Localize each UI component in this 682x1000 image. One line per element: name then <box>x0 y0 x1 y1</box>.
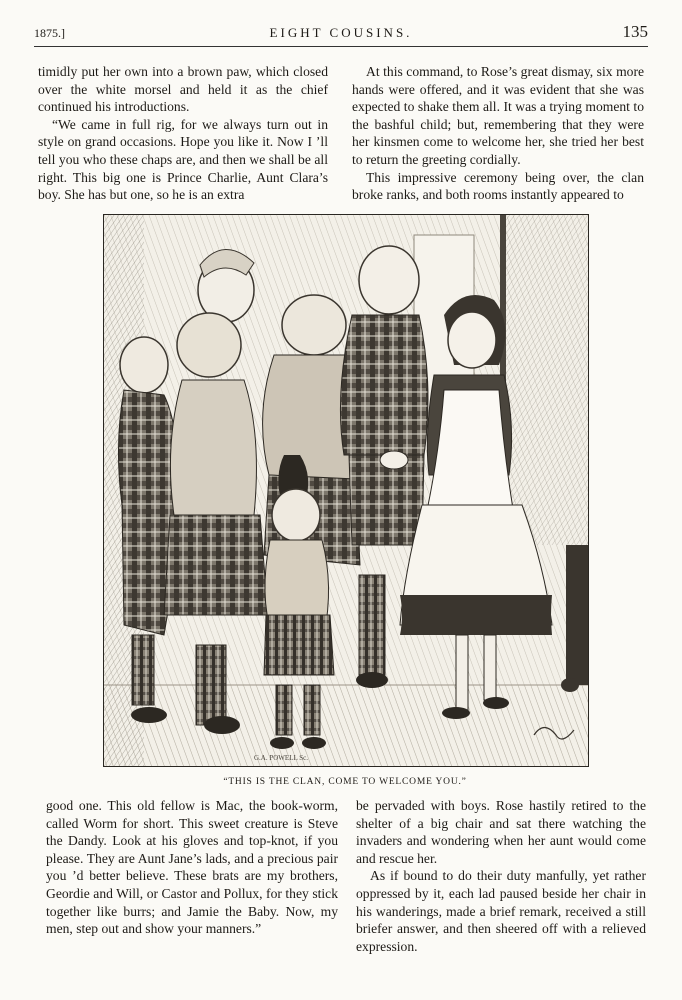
text-column-bottom-left <box>46 797 338 938</box>
header-rule <box>34 46 648 47</box>
text-column-top-right <box>352 63 644 204</box>
paragraph: “We came in full rig, for we always turn out in style on grand occasions. Hope you like it. Now I ’ll tell you who these chaps are, and then we shall be all right. This big one is Prince Charlie, Aunt Clara’s boy. She has but one, so he is an extra <box>38 116 328 203</box>
paragraph: At this command, to Rose’s great dismay, six more hands were offered, and it was evident that she was expected to shake them all. It was a trying moment to the bashful child; but, remembering that they were her kinsmen come to welcome her, she tried her best to return the greeting cordially. <box>352 64 644 167</box>
engraver-signature: G.A. POWELL Sc. <box>254 754 308 762</box>
text-column-bottom-right <box>356 797 646 955</box>
engraving-illustration <box>103 214 589 767</box>
paragraph: This impressive ceremony being over, the clan broke ranks, and both rooms instantly appeared to <box>352 169 644 203</box>
text-column-top-left <box>38 63 328 204</box>
running-header <box>34 22 648 44</box>
clan-engraving <box>104 215 588 766</box>
page-number: 135 <box>622 22 648 41</box>
header-title: EIGHT COUSINS. <box>269 25 413 40</box>
header-year: 1875.] <box>34 26 65 40</box>
paragraph: As if bound to do their duty manfully, yet rather oppressed by it, each lad paused beside her chair in his wanderings, made a brief remark, received a still briefer answer, and then sheered off with a relieved expression. <box>356 868 646 954</box>
paragraph: be pervaded with boys. Rose hastily retired to the shelter of a big chair and sat there watching the invaders and wondering when her aunt would come and rescue her. <box>356 798 646 866</box>
paragraph: timidly put her own into a brown paw, which closed over the white morsel and held it as the chief continued his introductions. <box>38 64 328 115</box>
paragraph: good one. This old fellow is Mac, the book-worm, called Worm for short. This sweet creature is Steve the Dandy. Look at his gloves and top-knot, if you please. They are Aunt Jane’s lads, and a precious pair you ’d better believe. These brats are my brothers, Geordie and Will, or Castor and Pollux, for they stick together like burrs; and Jamie the Baby. Now, my men, step out and show your manners.” <box>46 798 338 937</box>
illustration-caption: “THIS IS THE CLAN, COME TO WELCOME YOU.” <box>223 777 467 787</box>
